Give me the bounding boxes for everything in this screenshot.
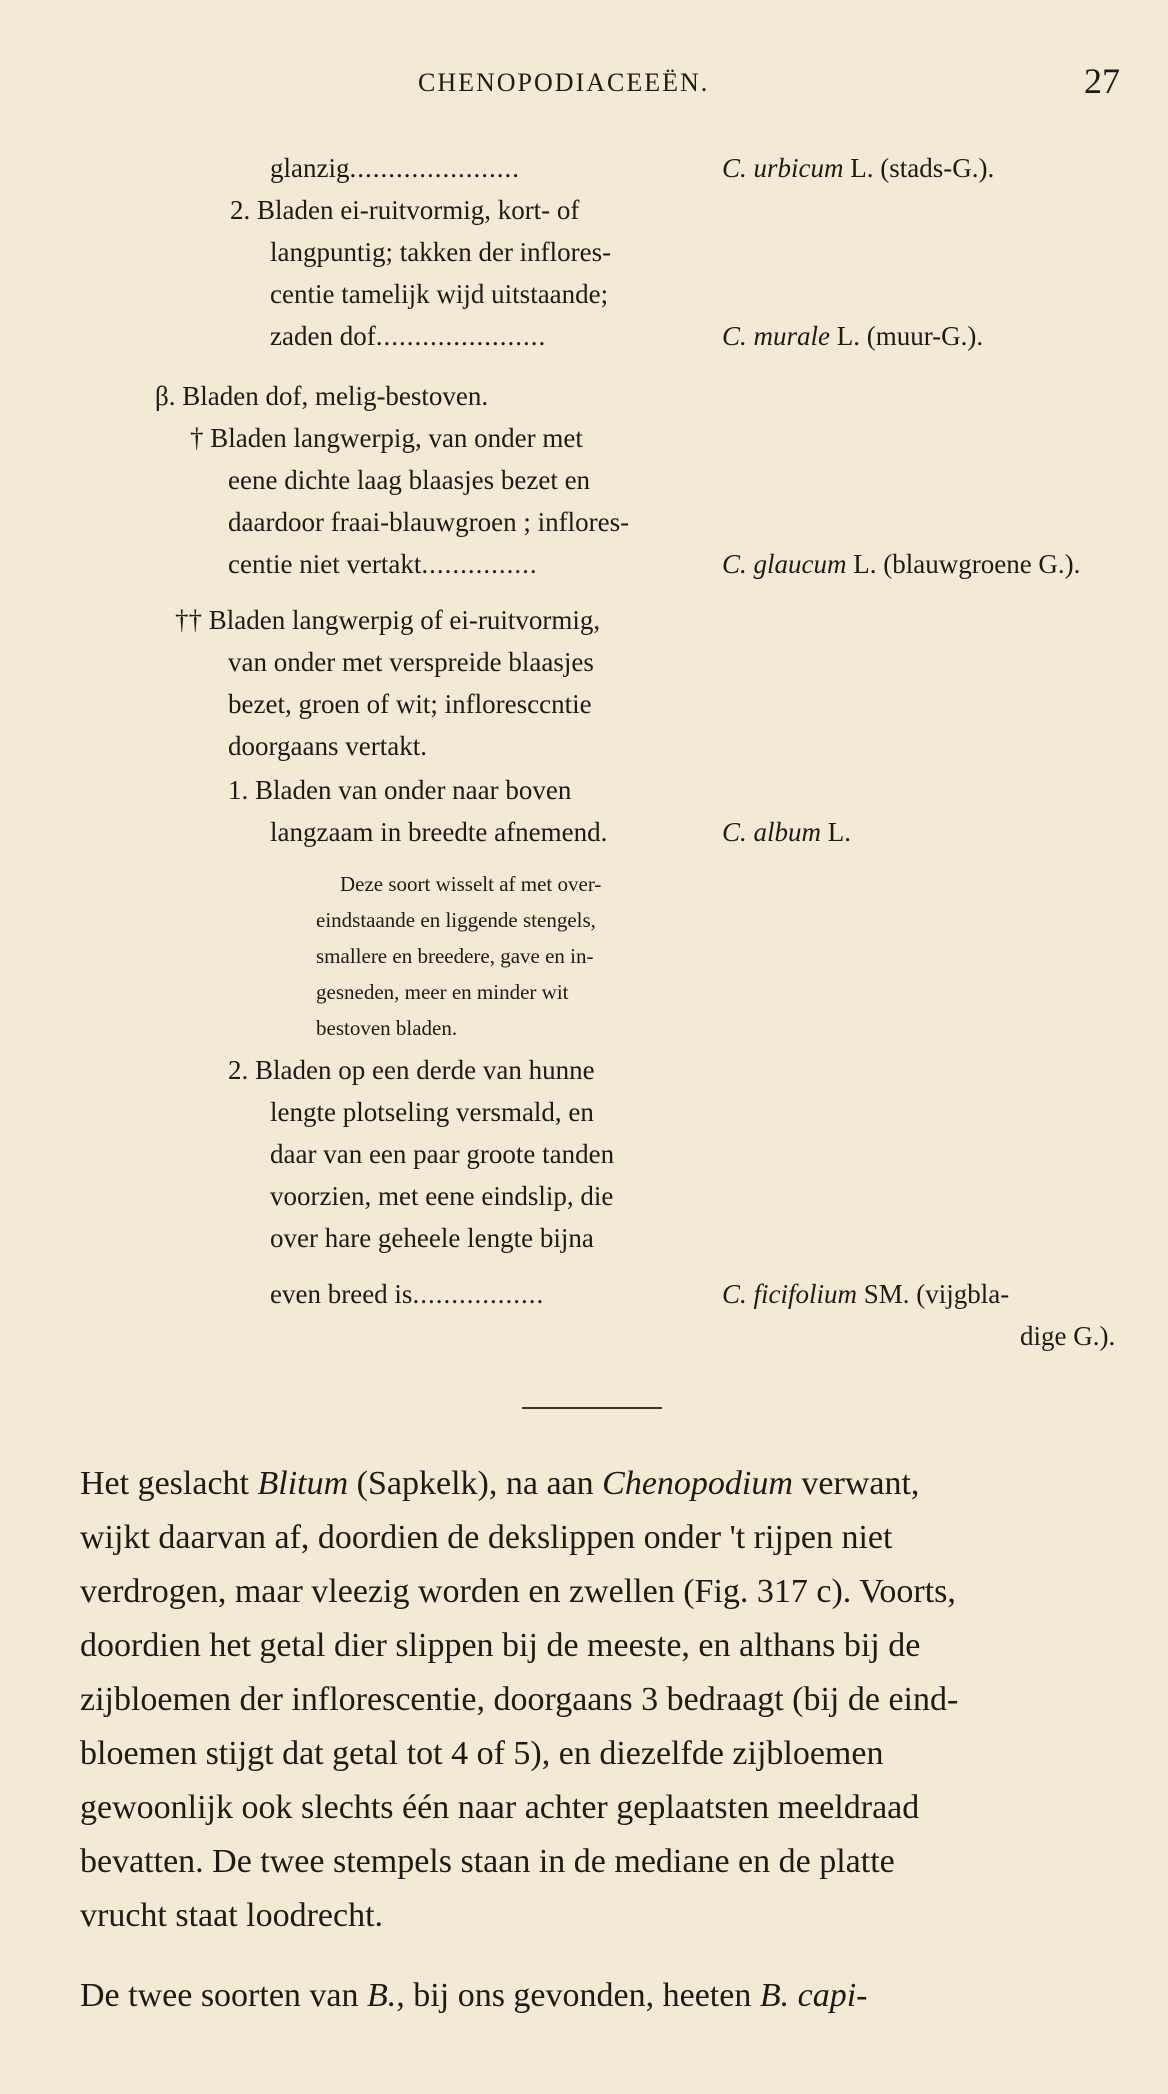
key-line-text: centie tamelijk wijd uitstaande; — [270, 279, 609, 309]
key-line — [316, 938, 594, 974]
body-line — [80, 1836, 1140, 1888]
key-line-text: langzaam in breedte afnemend. — [270, 817, 608, 847]
key-line-text: dige G.). — [1020, 1321, 1116, 1351]
species-binomial: C. glaucum — [722, 549, 847, 579]
italic-term: B. — [367, 1977, 397, 2014]
key-line-text: doorgaans vertakt. — [228, 731, 427, 761]
body-text-run: Het geslacht — [80, 1465, 258, 1502]
key-line-text: Deze soort wisselt af met over- — [340, 872, 602, 896]
key-line-text: over hare geheele lengte bijna — [270, 1223, 594, 1253]
body-text-run: doordien het getal dier slippen bij de meeste, en althans bij de — [80, 1627, 921, 1664]
key-line-text: bezet, groen of wit; infloresccntie — [228, 689, 592, 719]
body-line — [80, 1620, 1140, 1672]
body-text-run: verdrogen, maar vleezig worden en zwellen (Fig. 317 c). Voorts, — [80, 1573, 956, 1610]
key-line — [228, 686, 592, 722]
key-line-text: bestoven bladen. — [316, 1016, 458, 1040]
key-line — [228, 728, 427, 764]
body-text-run: wijkt daarvan af, doordien de dekslippen onder 't rijpen niet — [80, 1519, 893, 1556]
key-line — [316, 902, 596, 938]
body-line — [80, 1728, 1140, 1780]
key-line-text: 1. Bladen van onder naar boven — [228, 775, 572, 805]
key-line-text: lengte plotseling versmald, en — [270, 1097, 594, 1127]
key-line-text: 2. Bladen op een derde van hunne — [228, 1055, 595, 1085]
key-line-text: langpuntig; takken der inflores- — [270, 237, 612, 267]
species-name — [722, 318, 983, 354]
body-line — [80, 1566, 1140, 1618]
body-text-run: gewoonlijk ook slechts één naar achter geplaatsten meeldraad — [80, 1789, 920, 1826]
page-number: 27 — [1084, 61, 1120, 101]
leader-dots: ...................... — [375, 321, 547, 351]
species-authority: L. (stads-G.). — [843, 153, 995, 183]
body-line — [80, 1458, 1140, 1510]
body-text-run: (Sapkelk), na aan — [348, 1465, 603, 1502]
section-divider — [522, 1407, 662, 1409]
species-binomial: C. album — [722, 817, 822, 847]
key-line — [228, 504, 629, 540]
key-line-text: zaden dof — [270, 321, 376, 351]
key-line-text: smallere en breedere, gave en in- — [316, 944, 594, 968]
running-head: CHENOPODIACEEËN. — [418, 68, 710, 97]
species-binomial: C. murale — [722, 321, 830, 351]
species-authority: L. (blauwgroene G.). — [846, 549, 1081, 579]
key-line-text: eene dichte laag blaasjes bezet en — [228, 465, 591, 495]
key-line — [270, 318, 546, 354]
key-line — [155, 378, 488, 414]
body-line — [80, 1970, 1140, 2022]
leader-dots: ................. — [412, 1279, 545, 1309]
leader-dots: ............... — [421, 549, 538, 579]
body-line — [80, 1674, 1140, 1726]
species-binomial: C. urbicum — [722, 153, 844, 183]
key-line — [270, 1276, 544, 1312]
body-text-run: , bij ons gevonden, heeten — [396, 1977, 760, 2014]
species-name — [722, 546, 1080, 582]
key-line-text: eindstaande en liggende stengels, — [316, 908, 596, 932]
key-line-text: gesneden, meer en minder wit — [316, 980, 569, 1004]
key-line — [270, 1136, 614, 1172]
key-line-text: 2. Bladen ei-ruitvormig, kort- of — [230, 195, 580, 225]
body-text-run: vrucht staat loodrecht. — [80, 1897, 384, 1934]
key-line-text: † Bladen langwerpig, van onder met — [190, 423, 583, 453]
key-line — [175, 602, 600, 638]
key-line — [228, 462, 590, 498]
species-name — [722, 150, 994, 186]
key-line — [270, 814, 607, 850]
key-line — [190, 420, 583, 456]
species-name — [722, 1276, 1009, 1312]
key-line — [270, 1178, 613, 1214]
key-line-text: voorzien, met eene eindslip, die — [270, 1181, 614, 1211]
key-line — [270, 234, 611, 270]
key-line-text: daardoor fraai-blauwgroen ; inflores- — [228, 507, 630, 537]
key-line — [316, 1010, 457, 1046]
body-text-run: bloemen stijgt dat getal tot 4 of 5), en diezelfde zijbloemen — [80, 1735, 884, 1772]
key-line — [230, 192, 579, 228]
key-line-text: centie niet vertakt — [228, 549, 422, 579]
key-line-text: even breed is — [270, 1279, 413, 1309]
key-line — [316, 974, 569, 1010]
key-line — [270, 1220, 594, 1256]
body-text-run: zijbloemen der inflorescentie, doorgaans 3 bedraagt (bij de eind- — [80, 1681, 959, 1718]
key-line-text: van onder met verspreide blaasjes — [228, 647, 594, 677]
key-line — [1020, 1318, 1115, 1354]
species-binomial: C. ficifolium — [722, 1279, 857, 1309]
key-line — [270, 276, 608, 312]
key-line — [228, 644, 594, 680]
body-line — [80, 1890, 1140, 1942]
key-line-text: †† Bladen langwerpig of ei-ruitvormig, — [175, 605, 601, 635]
leader-dots: ...................... — [349, 153, 520, 183]
key-line — [270, 150, 520, 186]
key-line-text: daar van een paar groote tanden — [270, 1139, 615, 1169]
body-text-run: verwant, — [792, 1465, 920, 1502]
body-text-run: bevatten. De twee stempels staan in de mediane en de platte — [80, 1843, 895, 1880]
key-line — [228, 772, 571, 808]
key-line-text: glanzig — [270, 153, 350, 183]
species-authority: L. (muur-G.). — [830, 321, 984, 351]
key-line-text: β. Bladen dof, melig-bestoven. — [155, 381, 489, 411]
key-line — [228, 1052, 595, 1088]
italic-term: Blitum — [257, 1465, 349, 1502]
italic-term: B. capi- — [759, 1977, 868, 2014]
key-line — [228, 546, 538, 582]
body-line — [80, 1512, 1140, 1564]
key-line — [340, 866, 601, 902]
species-authority: L. — [821, 817, 852, 847]
body-line — [80, 1782, 1140, 1834]
italic-term: Chenopodium — [602, 1465, 793, 1502]
species-authority: SM. (vijgbla- — [857, 1279, 1010, 1309]
species-name — [722, 814, 851, 850]
body-text-run: De twee soorten van — [80, 1977, 368, 2014]
key-line — [270, 1094, 594, 1130]
